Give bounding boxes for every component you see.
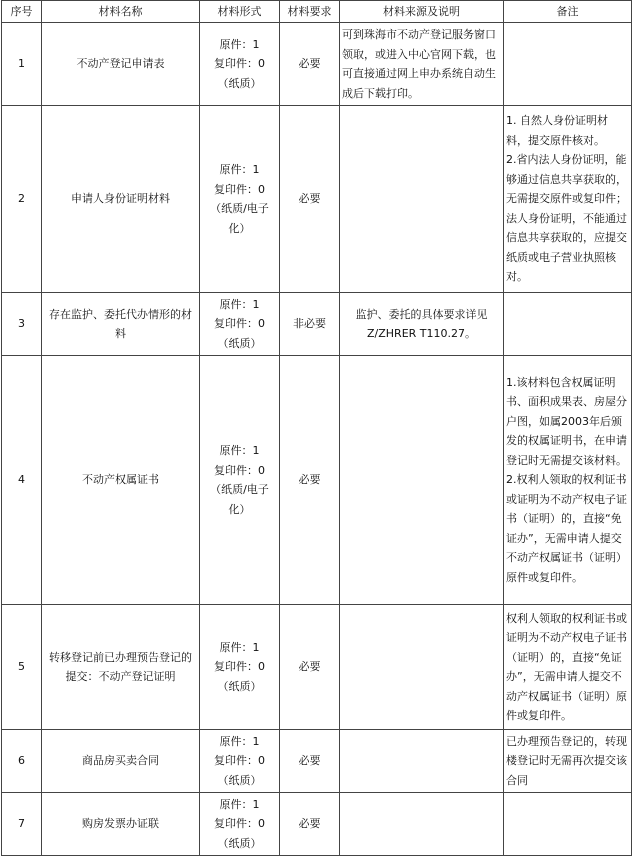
header-form: 材料形式 <box>200 1 280 23</box>
cell-form <box>200 730 280 793</box>
form-medium: （纸质） <box>217 679 262 693</box>
cell-requirement: 必要 <box>280 793 340 856</box>
header-remark: 备注 <box>504 1 632 23</box>
cell-remark <box>504 356 632 605</box>
table-row <box>2 730 632 793</box>
form-medium: （纸质） <box>217 773 262 787</box>
cell-source <box>340 356 504 605</box>
cell-form <box>200 793 280 856</box>
cell-form <box>200 356 280 605</box>
header-source: 材料来源及说明 <box>340 1 504 23</box>
table-row <box>2 106 632 293</box>
form-medium: （纸质/电子化） <box>210 202 269 235</box>
cell-no: 7 <box>2 793 42 856</box>
cell-source <box>340 605 504 730</box>
cell-name: 不动产登记申请表 <box>42 23 200 106</box>
table-row <box>2 793 632 856</box>
table-row <box>2 23 632 106</box>
cell-source: 可到珠海市不动产登记服务窗口领取，或进入中心官网下载，也可直接通过网上申办系统自动生成后下载打印。 <box>340 23 504 106</box>
cell-name: 存在监护、委托代办情形的材料 <box>42 293 200 356</box>
form-copy: 复印件：0 <box>214 463 265 477</box>
cell-source <box>340 730 504 793</box>
cell-form <box>200 106 280 293</box>
cell-source <box>340 106 504 293</box>
table-header-row <box>2 1 632 23</box>
cell-no: 1 <box>2 23 42 106</box>
cell-requirement: 必要 <box>280 605 340 730</box>
cell-form <box>200 23 280 106</box>
table-row <box>2 605 632 730</box>
cell-name: 转移登记前已办理预告登记的提交：不动产登记证明 <box>42 605 200 730</box>
header-requirement: 材料要求 <box>280 1 340 23</box>
cell-remark <box>504 793 632 856</box>
form-copy: 复印件：0 <box>214 754 265 768</box>
cell-requirement: 必要 <box>280 23 340 106</box>
form-copy: 复印件：0 <box>214 660 265 674</box>
cell-name: 申请人身份证明材料 <box>42 106 200 293</box>
cell-no: 4 <box>2 356 42 605</box>
remark-line: 1. 自然人身份证明材料，提交原件核对。 <box>506 114 608 147</box>
remark-line: 2.省内法人身份证明，能够通过信息共享获取的，无需提交原件或复印件；法人身份证明，不能通过信息共享获取的，应提交纸质或电子营业执照核对。 <box>506 153 627 284</box>
header-no: 序号 <box>2 1 42 23</box>
table-row <box>2 356 632 605</box>
cell-source: 监护、委托的具体要求详见Z/ZHRER T110.27。 <box>340 293 504 356</box>
cell-name: 商品房买卖合同 <box>42 730 200 793</box>
cell-form <box>200 293 280 356</box>
cell-remark <box>504 106 632 293</box>
materials-table <box>1 0 632 856</box>
remark-line: 已办理预告登记的，转现楼登记时无需再次提交该合同 <box>506 734 627 787</box>
table-row <box>2 293 632 356</box>
form-copy: 复印件：0 <box>214 182 265 196</box>
cell-remark <box>504 23 632 106</box>
form-original: 原件：1 <box>219 444 260 457</box>
header-name: 材料名称 <box>42 1 200 23</box>
form-original: 原件：1 <box>219 734 260 748</box>
form-original: 原件：1 <box>219 37 260 51</box>
cell-requirement: 必要 <box>280 730 340 793</box>
remark-line: 权利人领取的权利证书或证明为不动产权电子证书（证明）的，直接“免证办”，无需申请人提交不动产权属证书（证明）原件或复印件。 <box>506 611 627 722</box>
form-copy: 复印件：0 <box>214 317 265 331</box>
cell-remark <box>504 730 632 793</box>
cell-requirement: 必要 <box>280 106 340 293</box>
remark-line: 1.该材料包含权属证明书、面积成果表、房屋分户图，如属2003年后颁发的权属证明书，在申请登记时无需提交该材料。 <box>506 375 627 467</box>
cell-name: 不动产权属证书 <box>42 356 200 605</box>
form-medium: （纸质） <box>217 836 262 850</box>
form-original: 原件：1 <box>219 297 260 311</box>
cell-no: 2 <box>2 106 42 293</box>
cell-no: 3 <box>2 293 42 356</box>
cell-requirement: 必要 <box>280 356 340 605</box>
form-medium: （纸质/电子化） <box>210 483 269 516</box>
form-copy: 复印件：0 <box>214 57 265 71</box>
cell-form <box>200 605 280 730</box>
cell-requirement: 非必要 <box>280 293 340 356</box>
cell-no: 5 <box>2 605 42 730</box>
cell-remark <box>504 293 632 356</box>
remark-line: 2.权利人领取的权利证书或证明为不动产权电子证书（证明）的，直接“免证办”，无需申请人提交不动产权属证书（证明）原件或复印件。 <box>506 473 627 584</box>
form-original: 原件：1 <box>219 797 260 811</box>
cell-no: 6 <box>2 730 42 793</box>
cell-name: 购房发票办证联 <box>42 793 200 856</box>
cell-source <box>340 793 504 856</box>
cell-remark <box>504 605 632 730</box>
form-medium: （纸质） <box>217 76 262 90</box>
form-original: 原件：1 <box>219 640 260 654</box>
form-copy: 复印件：0 <box>214 817 265 831</box>
form-original: 原件：1 <box>219 163 260 176</box>
form-medium: （纸质） <box>217 336 262 350</box>
